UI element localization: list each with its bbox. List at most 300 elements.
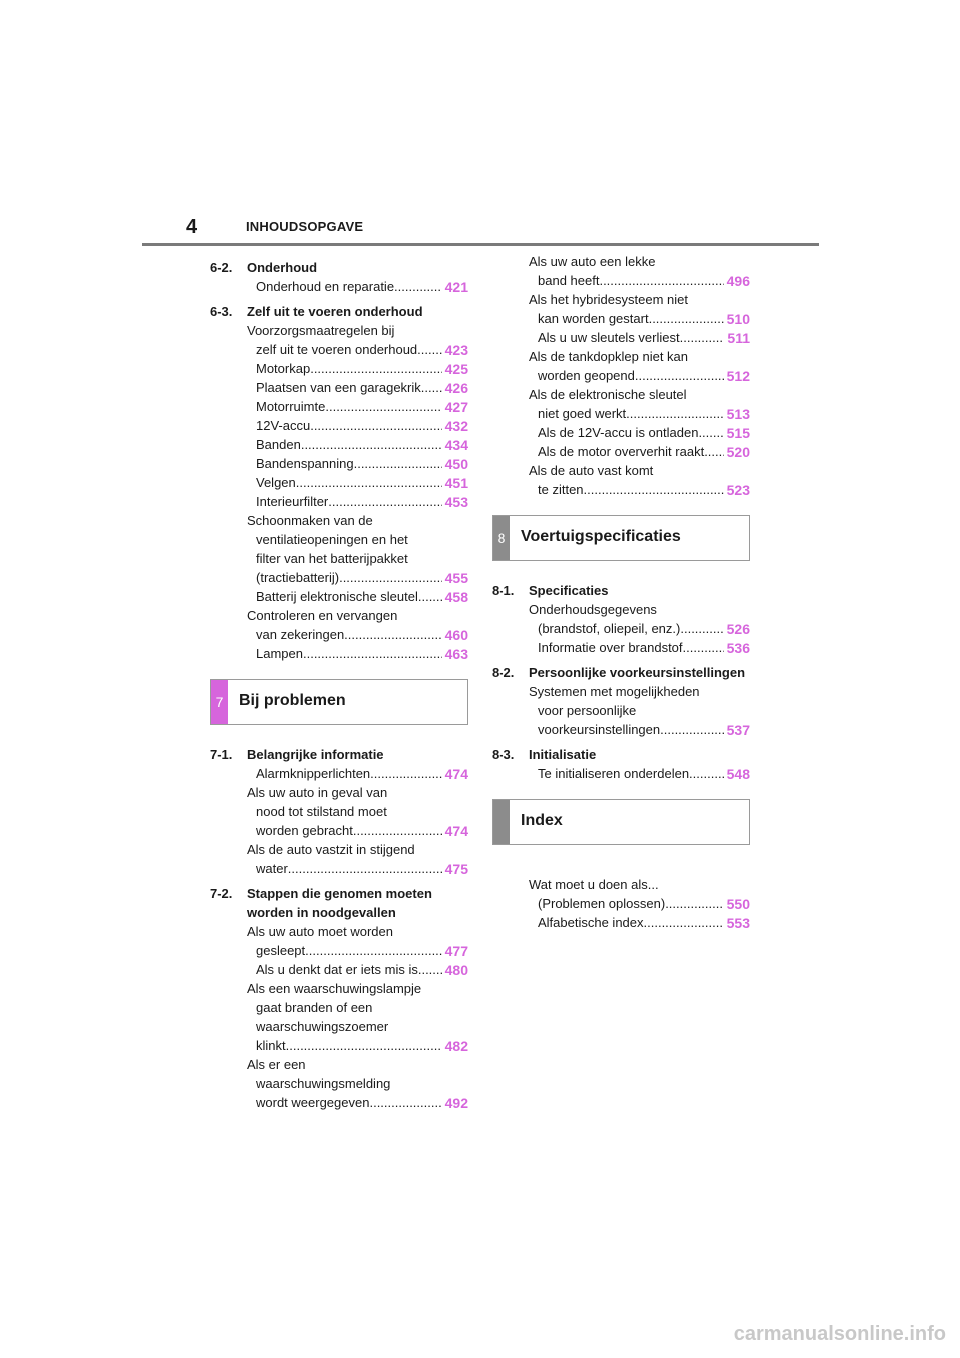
toc-entry[interactable]	[210, 474, 468, 492]
leader-dots	[599, 272, 723, 290]
toc-entry-text	[529, 765, 750, 783]
toc-page-link[interactable]: 492	[444, 1095, 468, 1111]
toc-entry[interactable]	[492, 765, 750, 783]
toc-entry-label: Schoonmaken van de	[247, 513, 373, 528]
leader-dots	[649, 310, 724, 328]
toc-entry[interactable]	[210, 379, 468, 397]
section-number: 8-2.	[492, 665, 515, 680]
toc-page-link[interactable]: 513	[726, 406, 750, 422]
toc-page-link[interactable]: 510	[726, 311, 750, 327]
section-title: Belangrijke informatie	[247, 747, 384, 762]
toc-entry-line	[210, 493, 468, 511]
toc-entry-text	[247, 531, 468, 549]
toc-entry-text	[247, 999, 468, 1017]
toc-entry-line	[492, 481, 750, 499]
toc-entry-line	[492, 272, 750, 290]
toc-entry-text	[529, 683, 750, 701]
toc-entry-label: ventilatieopeningen en het	[256, 532, 408, 547]
toc-entry-text	[247, 455, 468, 473]
leader-dots	[325, 398, 441, 416]
toc-section-heading[interactable]	[210, 745, 468, 764]
toc-entry[interactable]	[492, 914, 750, 932]
toc-entry-label: (Problemen oplossen)	[538, 896, 666, 911]
toc-entry-label: Als uw auto moet worden	[247, 924, 393, 939]
toc-page-link[interactable]: 553	[726, 915, 750, 931]
toc-entry-label: waarschuwingsmelding	[256, 1076, 391, 1091]
toc-entry[interactable]	[210, 588, 468, 606]
toc-entry[interactable]	[210, 1056, 468, 1112]
toc-entry[interactable]	[210, 278, 468, 296]
page-title: INHOUDSOPGAVE	[246, 219, 364, 234]
toc-page-link[interactable]: 537	[726, 722, 750, 738]
watermark: carmanualsonline.info	[733, 1323, 946, 1345]
toc-entry-label: filter van het batterijpakket	[256, 551, 408, 566]
toc-entry-line	[492, 405, 750, 423]
toc-entry-label: Motorruimte	[256, 399, 326, 414]
toc-entry[interactable]	[210, 436, 468, 454]
chapter-tab: 8	[493, 516, 510, 560]
toc-entry-line	[210, 923, 468, 941]
toc-entry-text	[247, 942, 468, 960]
toc-entry-line	[492, 367, 750, 385]
toc-entry-text	[247, 474, 468, 492]
toc-entry-line	[210, 999, 468, 1017]
leader-dots	[584, 481, 724, 499]
leader-dots	[296, 474, 442, 492]
toc-entry-line	[492, 424, 750, 442]
section-number: 6-3.	[210, 304, 233, 319]
leader-dots	[288, 860, 442, 878]
leader-dots	[353, 822, 442, 840]
section-number: 6-2.	[210, 260, 233, 275]
chapter-title: Voertuigspecificaties	[521, 528, 681, 545]
toc-entry-text	[247, 765, 468, 783]
toc-entry-text	[247, 803, 468, 821]
leader-dots	[418, 961, 442, 979]
toc-entry-line	[210, 455, 468, 473]
toc-page-link[interactable]: 480	[444, 962, 468, 978]
leader-dots	[683, 639, 724, 657]
leader-dots	[303, 645, 442, 663]
toc-section-heading[interactable]	[492, 745, 750, 764]
toc-entry-line	[210, 341, 468, 359]
toc-entry[interactable]	[492, 462, 750, 499]
toc-entry-label: nood tot stilstand moet	[256, 804, 387, 819]
toc-entry-line	[492, 348, 750, 366]
chapter-tab: 7	[211, 680, 228, 724]
toc-entry[interactable]	[210, 645, 468, 663]
toc-entry-label: Plaatsen van een garagekrik	[256, 380, 421, 395]
toc-entry-label: gaat branden of een	[256, 1000, 373, 1015]
toc-entry-text	[529, 876, 750, 894]
toc-entry-line	[492, 291, 750, 309]
leader-dots	[418, 588, 442, 606]
toc-entry-line	[210, 1037, 468, 1055]
toc-page-link[interactable]: 425	[444, 361, 468, 377]
toc-entry-label: Onderhoudsgegevens	[529, 602, 657, 617]
toc-page-link[interactable]: 423	[444, 342, 468, 358]
toc-entry-text	[247, 860, 468, 878]
toc-entry-label: Als de tankdopklep niet kan	[529, 349, 688, 364]
toc-entry-label: Als een waarschuwingslampje	[247, 981, 422, 996]
leader-dots	[626, 405, 723, 423]
toc-entry-line	[492, 702, 750, 720]
toc-entry-label: van zekeringen	[256, 627, 345, 642]
leader-dots	[689, 765, 724, 783]
section-title: Specificaties	[529, 583, 609, 598]
toc-entry[interactable]	[492, 424, 750, 442]
toc-entry-text	[247, 1075, 468, 1093]
toc-entry-line	[210, 278, 468, 296]
toc-entry-line	[492, 329, 750, 347]
toc-entry-text	[529, 721, 750, 739]
toc-entry-text	[529, 348, 750, 366]
section-title: Onderhoud	[247, 260, 318, 275]
toc-entry[interactable]	[210, 784, 468, 840]
toc-entry-label: Als u uw sleutels verliest	[538, 330, 680, 345]
toc-entry[interactable]	[492, 329, 750, 347]
page-number: 4	[186, 216, 198, 238]
toc-entry-text	[529, 367, 750, 385]
toc-entry-line	[210, 322, 468, 340]
toc-entry[interactable]	[492, 443, 750, 461]
toc-entry-line	[492, 683, 750, 701]
toc-entry-text	[247, 607, 468, 625]
toc-entry-label: water	[256, 861, 288, 876]
toc-right-column	[492, 252, 750, 932]
toc-entry[interactable]	[492, 876, 750, 913]
chapter-tab	[493, 800, 510, 844]
toc-entry-line	[492, 721, 750, 739]
toc-entry-text	[529, 291, 750, 309]
toc-entry-line	[210, 626, 468, 644]
toc-entry-line	[210, 803, 468, 821]
toc-entry-label: Als uw auto in geval van	[247, 785, 388, 800]
toc-page-link[interactable]: 427	[444, 399, 468, 415]
toc-page-link[interactable]: 434	[444, 437, 468, 453]
toc-entry[interactable]	[210, 398, 468, 416]
toc-entry-line	[492, 386, 750, 404]
toc-entry-text	[247, 961, 468, 979]
leader-dots	[417, 341, 441, 359]
toc-entry-line	[492, 462, 750, 480]
toc-page-link[interactable]: 511	[727, 330, 750, 346]
toc-entry-line	[492, 443, 750, 461]
leader-dots	[644, 914, 724, 932]
toc-entry-line	[210, 765, 468, 783]
chapter-header[interactable]	[492, 799, 750, 845]
section-title: Zelf uit te voeren onderhoud	[247, 304, 423, 319]
toc-entry-label: kan worden gestart	[538, 311, 649, 326]
toc-entry[interactable]	[492, 253, 750, 290]
toc-entry-label: worden geopend	[538, 368, 635, 383]
toc-entry-text	[247, 822, 468, 840]
section-title: Persoonlijke voorkeursinstellingen	[529, 665, 746, 680]
toc-entry-line	[210, 398, 468, 416]
toc-entry-label: Lampen	[256, 646, 303, 661]
toc-entry-text	[529, 443, 750, 461]
toc-entry-text	[247, 379, 468, 397]
toc-entry-text	[247, 645, 468, 663]
toc-entry-text	[247, 360, 468, 378]
toc-entry[interactable]	[210, 417, 468, 435]
toc-entry[interactable]	[210, 765, 468, 783]
toc-entry-label: Velgen	[256, 475, 296, 490]
toc-entry-line	[210, 379, 468, 397]
toc-entry-label: Als er een	[247, 1057, 306, 1072]
toc-entry-text	[529, 253, 750, 271]
toc-entry-line	[210, 360, 468, 378]
toc-entry[interactable]	[492, 386, 750, 423]
leader-dots	[369, 1094, 441, 1112]
toc-entry-label: voor persoonlijke	[538, 703, 637, 718]
toc-entry-line	[492, 895, 750, 913]
toc-entry-label: Als u denkt dat er iets mis is	[256, 962, 418, 977]
toc-page-link[interactable]: 475	[444, 861, 468, 877]
toc-page-link[interactable]: 526	[726, 621, 750, 637]
toc-entry-label: (brandstof, oliepeil, enz.)	[538, 621, 681, 636]
toc-entry-label: Als de auto vast komt	[529, 463, 654, 478]
toc-section-heading[interactable]	[492, 581, 750, 600]
toc-entry[interactable]	[210, 923, 468, 960]
toc-entry-line	[210, 822, 468, 840]
toc-section-heading[interactable]	[210, 302, 468, 321]
toc-entry-line	[210, 1075, 468, 1093]
toc-entry-line	[210, 841, 468, 859]
toc-entry-text	[529, 914, 750, 932]
leader-dots	[328, 493, 441, 511]
toc-entry-line	[492, 765, 750, 783]
toc-entry-label: Onderhoud en reparatie	[256, 279, 395, 294]
toc-entry-line	[210, 860, 468, 878]
toc-entry-label: Bandenspanning	[256, 456, 354, 471]
toc-entry[interactable]	[210, 841, 468, 878]
toc-entry-line	[210, 550, 468, 568]
toc-page-link[interactable]: 482	[444, 1038, 468, 1054]
toc-entry-label: Batterij elektronische sleutel	[256, 589, 418, 604]
chapter-title: Bij problemen	[239, 692, 346, 709]
toc-entry-text	[247, 569, 468, 587]
toc-entry-line	[210, 569, 468, 587]
toc-page-link[interactable]: 536	[726, 640, 750, 656]
toc-entry[interactable]	[210, 980, 468, 1055]
toc-entry-label: klinkt	[256, 1038, 286, 1053]
toc-entry-text	[247, 512, 468, 530]
toc-entry[interactable]	[492, 683, 750, 739]
toc-entry[interactable]	[492, 601, 750, 638]
toc-page-link[interactable]: 455	[444, 570, 468, 586]
toc-entry-line	[210, 961, 468, 979]
leader-dots	[421, 379, 442, 397]
section-number: 8-3.	[492, 747, 515, 762]
toc-entry-label: Als de elektronische sleutel	[529, 387, 687, 402]
toc-entry-text	[529, 639, 750, 657]
toc-entry[interactable]	[210, 512, 468, 587]
toc-entry-text	[529, 702, 750, 720]
toc-entry-text	[247, 784, 468, 802]
leader-dots	[635, 367, 724, 385]
toc-entry-line	[492, 876, 750, 894]
toc-entry-label: Als de 12V-accu is ontladen	[538, 425, 699, 440]
toc-section-heading[interactable]	[492, 663, 750, 682]
toc-page-link[interactable]: 450	[444, 456, 468, 472]
toc-entry-label: Als uw auto een lekke	[529, 254, 656, 269]
toc-entry-line	[492, 310, 750, 328]
toc-entry-text	[247, 341, 468, 359]
toc-entry[interactable]	[210, 607, 468, 644]
toc-entry[interactable]	[210, 322, 468, 359]
section-number: 8-1.	[492, 583, 515, 598]
toc-entry-line	[492, 601, 750, 619]
toc-entry-label: niet goed werkt	[538, 406, 627, 421]
spacer	[492, 865, 750, 875]
toc-entry-label: worden gebracht	[256, 823, 353, 838]
toc-section-heading[interactable]	[210, 884, 468, 922]
toc-entry-line	[210, 942, 468, 960]
toc-entry-text	[247, 322, 468, 340]
leader-dots	[698, 424, 723, 442]
toc-page-link[interactable]: 421	[444, 279, 468, 295]
toc-entry[interactable]	[492, 291, 750, 328]
toc-entry-text	[247, 588, 468, 606]
leader-dots	[310, 360, 441, 378]
toc-entry-line	[492, 253, 750, 271]
toc-entry-text	[247, 626, 468, 644]
toc-entry-label: Te initialiseren onderdelen	[538, 766, 690, 781]
toc-entry[interactable]	[492, 639, 750, 657]
toc-entry-label: Alarmknipperlichten	[256, 766, 371, 781]
toc-entry-line	[210, 512, 468, 530]
toc-page-link[interactable]: 474	[444, 766, 468, 782]
toc-entry-text	[247, 550, 468, 568]
toc-entry-label: Informatie over brandstof	[538, 640, 683, 655]
leader-dots	[665, 895, 723, 913]
toc-entry-line	[492, 914, 750, 932]
toc-entry-label: zelf uit te voeren onderhoud	[256, 342, 418, 357]
toc-page-link[interactable]: 463	[444, 646, 468, 662]
toc-entry-text	[247, 1094, 468, 1112]
toc-entry-text	[529, 462, 750, 480]
toc-page-link[interactable]: 523	[726, 482, 750, 498]
toc-entry-text	[529, 424, 750, 442]
toc-entry-label: Banden	[256, 437, 301, 452]
toc-entry-text	[247, 1037, 468, 1055]
toc-entry-text	[529, 895, 750, 913]
toc-page-link[interactable]: 550	[726, 896, 750, 912]
toc-entry-label: Motorkap	[256, 361, 311, 376]
toc-entry-label: Als het hybridesysteem niet	[529, 292, 688, 307]
toc-entry-text	[247, 436, 468, 454]
toc-entry-label: Controleren en vervangen	[247, 608, 398, 623]
toc-entry-text	[529, 405, 750, 423]
chapter-header[interactable]	[210, 679, 468, 725]
toc-entry[interactable]	[210, 360, 468, 378]
toc-page-link[interactable]: 477	[444, 943, 468, 959]
toc-page-link[interactable]: 460	[444, 627, 468, 643]
toc-entry-label: 12V-accu	[256, 418, 311, 433]
toc-page-link[interactable]: 458	[444, 589, 468, 605]
toc-entry-line	[210, 1094, 468, 1112]
toc-entry-line	[492, 639, 750, 657]
leader-dots	[310, 417, 441, 435]
toc-entry-text	[529, 272, 750, 290]
toc-entry-line	[210, 531, 468, 549]
toc-entry-line	[210, 417, 468, 435]
toc-page-link[interactable]: 496	[726, 273, 750, 289]
toc-page-link[interactable]: 520	[726, 444, 750, 460]
leader-dots	[339, 569, 442, 587]
leader-dots	[704, 443, 723, 461]
toc-entry-line	[492, 620, 750, 638]
section-title: Stappen die genomen moeten worden in noodgevallen	[247, 886, 432, 920]
toc-entry-label: waarschuwingszoemer	[256, 1019, 389, 1034]
toc-entry-label: Alfabetische index	[538, 915, 644, 930]
toc-entry[interactable]	[210, 455, 468, 473]
toc-entry-label: te zitten	[538, 482, 584, 497]
toc-page-link[interactable]: 453	[444, 494, 468, 510]
chapter-header[interactable]	[492, 515, 750, 561]
leader-dots	[660, 721, 724, 739]
toc-entry[interactable]	[492, 348, 750, 385]
toc-entry[interactable]	[210, 961, 468, 979]
toc-entry-text	[247, 980, 468, 998]
toc-entry-text	[247, 278, 468, 296]
toc-entry-line	[210, 436, 468, 454]
leader-dots	[344, 626, 441, 644]
leader-dots	[354, 455, 442, 473]
leader-dots	[680, 620, 723, 638]
toc-entry-label: band heeft	[538, 273, 600, 288]
toc-entry-text	[247, 841, 468, 859]
toc-entry-line	[210, 588, 468, 606]
toc-entry-label: wordt weergegeven	[256, 1095, 370, 1110]
leader-dots	[370, 765, 441, 783]
toc-entry-label: Wat moet u doen als...	[529, 877, 659, 892]
leader-dots	[305, 942, 441, 960]
toc-entry-text	[247, 923, 468, 941]
chapter-title: Index	[521, 812, 563, 829]
toc-entry-label: gesleept	[256, 943, 306, 958]
toc-entry-line	[210, 980, 468, 998]
toc-page-link[interactable]: 474	[444, 823, 468, 839]
toc-entry-label: (tractiebatterij)	[256, 570, 340, 585]
toc-entry-text	[529, 386, 750, 404]
toc-section-heading[interactable]	[210, 258, 468, 277]
toc-page-link[interactable]: 426	[444, 380, 468, 396]
leader-dots	[286, 1037, 442, 1055]
toc-entry-label: voorkeursinstellingen	[538, 722, 661, 737]
toc-page-link[interactable]: 548	[726, 766, 750, 782]
toc-entry-line	[210, 607, 468, 625]
toc-page-link[interactable]: 515	[726, 425, 750, 441]
toc-entry-label: Systemen met mogelijkheden	[529, 684, 700, 699]
toc-entry-label: Interieurfilter	[256, 494, 329, 509]
toc-entry-label: Voorzorgsmaatregelen bij	[247, 323, 395, 338]
toc-entry-line	[210, 1018, 468, 1036]
toc-entry-label: Als de motor oververhit raakt	[538, 444, 705, 459]
toc-entry-text	[529, 601, 750, 619]
header-divider	[142, 243, 819, 246]
toc-page-link[interactable]: 451	[444, 475, 468, 491]
toc-page-link[interactable]: 432	[444, 418, 468, 434]
toc-entry-text	[247, 493, 468, 511]
toc-entry[interactable]	[210, 493, 468, 511]
toc-entry-line	[210, 1056, 468, 1074]
toc-entry-text	[247, 1056, 468, 1074]
toc-entry-text	[529, 310, 750, 328]
toc-page-link[interactable]: 512	[726, 368, 750, 384]
toc-left-column	[210, 252, 468, 1112]
